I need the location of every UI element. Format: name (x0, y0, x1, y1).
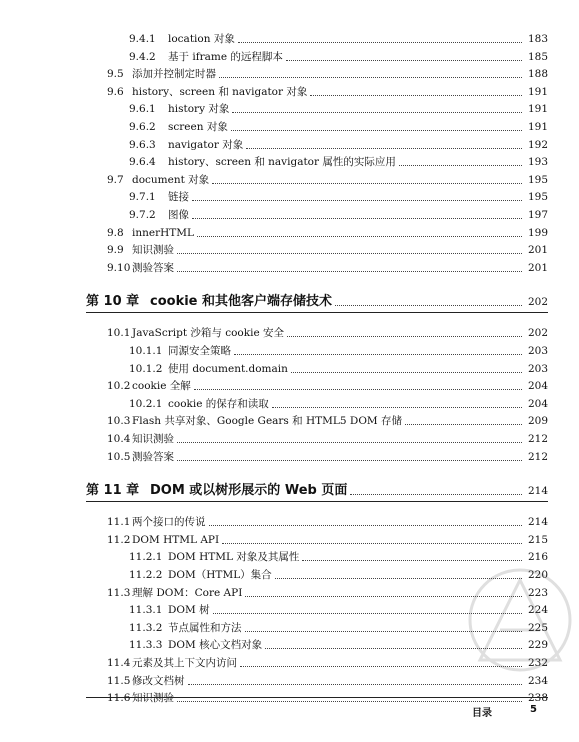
toc-entry-title: 使用 document.domain (168, 362, 288, 375)
footer-page-number: 5 (530, 704, 537, 715)
toc-entry-page: 203 (527, 362, 548, 375)
toc-entry-number: 9.5 (107, 68, 124, 81)
toc-entry-title: DOM 核心文档对象 (168, 639, 263, 652)
toc-entry-number: 第 10 章 (86, 294, 140, 310)
toc-chapter-entry[interactable] (0, 473, 579, 499)
toc-entry-title: 修改文档树 (132, 674, 185, 687)
toc-entry-page: 195 (527, 173, 548, 186)
toc-entry-number: 10.3 (107, 415, 131, 428)
toc-entry-page: 223 (527, 586, 548, 599)
toc-entry-page: 195 (527, 191, 548, 204)
toc-entry-number: 9.4.1 (129, 33, 156, 45)
toc-entry-page: 204 (527, 397, 548, 410)
toc-entry-title: JavaScript 沙箱与 cookie 安全 (132, 327, 285, 340)
toc-entry-page: 197 (527, 209, 548, 221)
toc-entry-page: 238 (527, 692, 548, 705)
toc-entry-title: history、screen 和 navigator 对象 (132, 85, 308, 98)
toc-entry-title: 知识测验 (132, 244, 174, 257)
toc-entry-page: 224 (527, 604, 548, 617)
toc-entry-number: 10.2.1 (129, 397, 163, 410)
toc-entry-number: 10.2 (107, 380, 131, 393)
toc-entry-page: 192 (527, 138, 548, 151)
footer-rule (86, 697, 548, 698)
toc-entry-title: DOM HTML 对象及其属性 (168, 551, 300, 564)
toc-entry-number: 11.3 (107, 586, 131, 599)
toc-leader-dots (177, 701, 522, 702)
chapter-rule (86, 501, 548, 502)
toc-entry-page: 201 (527, 261, 548, 274)
toc-entry-title: cookie 和其他客户端存储技术 (150, 294, 333, 310)
toc-entry-page: 204 (527, 380, 548, 393)
toc-entry-number: 10.5 (107, 450, 131, 463)
toc-entry-title: cookie 的保存和读取 (168, 397, 269, 410)
footer-label: 目录 (472, 708, 492, 719)
toc-entry-number: 9.6.4 (129, 156, 156, 169)
toc-entry-page: 191 (527, 85, 548, 98)
toc-entry-title: 理解 DOM：Core API (132, 586, 243, 599)
toc-entry-number: 11.2 (107, 533, 131, 546)
toc-entry-title: DOM（HTML）集合 (168, 569, 272, 581)
toc-entry-title: history 对象 (168, 103, 230, 116)
toc-entry-number: 9.6.3 (129, 138, 156, 151)
toc-entry-title: 节点属性和方法 (168, 621, 242, 634)
toc-entry-title: 两个接口的传说 (132, 516, 206, 529)
toc-entry-title: cookie 全解 (132, 380, 191, 393)
toc-entry-title: 基于 iframe 的远程脚本 (168, 50, 283, 63)
toc-entry-number: 9.6 (107, 85, 124, 98)
toc-entry-title: navigator 对象 (168, 138, 244, 151)
toc-entry-page: 212 (527, 450, 548, 463)
toc-entry-page: 234 (527, 674, 548, 687)
toc-entry-number: 11.1 (107, 516, 131, 529)
toc-entry-number: 11.5 (107, 674, 131, 687)
toc-entry-page: 229 (527, 639, 548, 652)
toc-entry-number: 11.2.2 (129, 569, 163, 581)
toc-entry-page: 199 (527, 226, 548, 239)
toc-entry-page: 193 (527, 156, 548, 169)
toc-entry-page: 214 (527, 485, 548, 498)
toc-entry-number: 10.4 (107, 433, 131, 445)
toc-entry-page: 183 (527, 33, 548, 45)
toc-entry-title: 链接 (168, 191, 189, 204)
toc-entry-title: 测验答案 (132, 450, 174, 463)
toc-entry-title: 图像 (168, 209, 189, 221)
toc-entry-title: 知识测验 (132, 692, 174, 705)
toc-entry-number: 9.10 (107, 261, 131, 274)
toc-entry-page: 232 (527, 657, 548, 669)
toc-entry-title: screen 对象 (168, 121, 228, 133)
toc-entry-title: location 对象 (168, 33, 235, 45)
toc-entry-number: 11.2.1 (129, 551, 163, 564)
toc-entry-page: 191 (527, 103, 548, 116)
toc-entry-number: 11.3.1 (129, 604, 163, 617)
toc-leader-dots (177, 460, 522, 461)
toc-entry-number: 9.4.2 (129, 50, 156, 63)
toc-entry-title: DOM HTML API (132, 533, 220, 546)
toc-entry-page: 220 (527, 569, 548, 581)
toc-leader-dots (177, 271, 522, 272)
toc-entry-number: 11.6 (107, 692, 131, 705)
toc-leader-dots (335, 305, 522, 306)
toc-entry-number: 第 11 章 (86, 483, 140, 499)
toc-entry-title: history、screen 和 navigator 属性的实际应用 (168, 156, 396, 169)
toc-entry-number: 11.3.2 (129, 621, 163, 634)
toc-chapter-entry[interactable] (0, 284, 579, 310)
toc-entry-number: 9.9 (107, 244, 124, 257)
watermark-logo-icon (460, 560, 579, 690)
toc-entry-number: 9.7.2 (129, 209, 156, 221)
chapter-rule (86, 312, 548, 313)
toc-entry-page: 225 (527, 621, 548, 634)
toc-entry-page: 212 (527, 433, 548, 445)
toc-leader-dots (350, 494, 522, 495)
toc-entry-number: 10.1 (107, 327, 131, 340)
toc-entry-page: 202 (527, 296, 548, 309)
toc-section-entry[interactable] (0, 255, 579, 275)
toc-entry-title: 同源安全策略 (168, 345, 231, 357)
toc-entry-page: 214 (527, 516, 548, 529)
toc-entry-title: 知识测验 (132, 433, 174, 445)
toc-entry-page: 215 (527, 533, 548, 546)
toc-entry-number: 9.8 (107, 226, 124, 239)
toc-entry-page: 216 (527, 551, 548, 564)
toc-entry-number: 9.7 (107, 173, 124, 186)
toc-section-entry[interactable] (0, 444, 579, 464)
toc-entry-title: 元素及其上下文内访问 (132, 657, 237, 669)
toc-entry-number: 11.4 (107, 657, 131, 669)
toc-entry-number: 10.1.1 (129, 345, 163, 357)
toc-entry-number: 9.6.1 (129, 103, 156, 116)
toc-entry-title: 添加并控制定时器 (132, 68, 216, 81)
toc-entry-title: DOM 或以树形展示的 Web 页面 (150, 483, 348, 499)
toc-entry-number: 11.3.3 (129, 639, 163, 652)
toc-entry-page: 188 (527, 68, 548, 81)
toc-entry-page: 191 (527, 121, 548, 133)
toc-entry-page: 185 (527, 50, 548, 63)
toc-entry-page: 203 (527, 345, 548, 357)
toc-entry-page: 202 (527, 327, 548, 340)
toc-entry-title: 测验答案 (132, 261, 174, 274)
toc-entry-page: 201 (527, 244, 548, 257)
toc-entry-number: 9.7.1 (129, 191, 156, 204)
page-footer (0, 704, 579, 720)
toc-entry-number: 10.1.2 (129, 362, 163, 375)
toc-entry-number: 9.6.2 (129, 121, 156, 133)
toc-entry-title: DOM 树 (168, 604, 210, 617)
toc-entry-title: document 对象 (132, 173, 210, 186)
toc-entry-title: Flash 共享对象、Google Gears 和 HTML5 DOM 存储 (132, 415, 403, 428)
toc-entry-title: innerHTML (132, 226, 195, 239)
toc-entry-page: 209 (527, 415, 548, 428)
